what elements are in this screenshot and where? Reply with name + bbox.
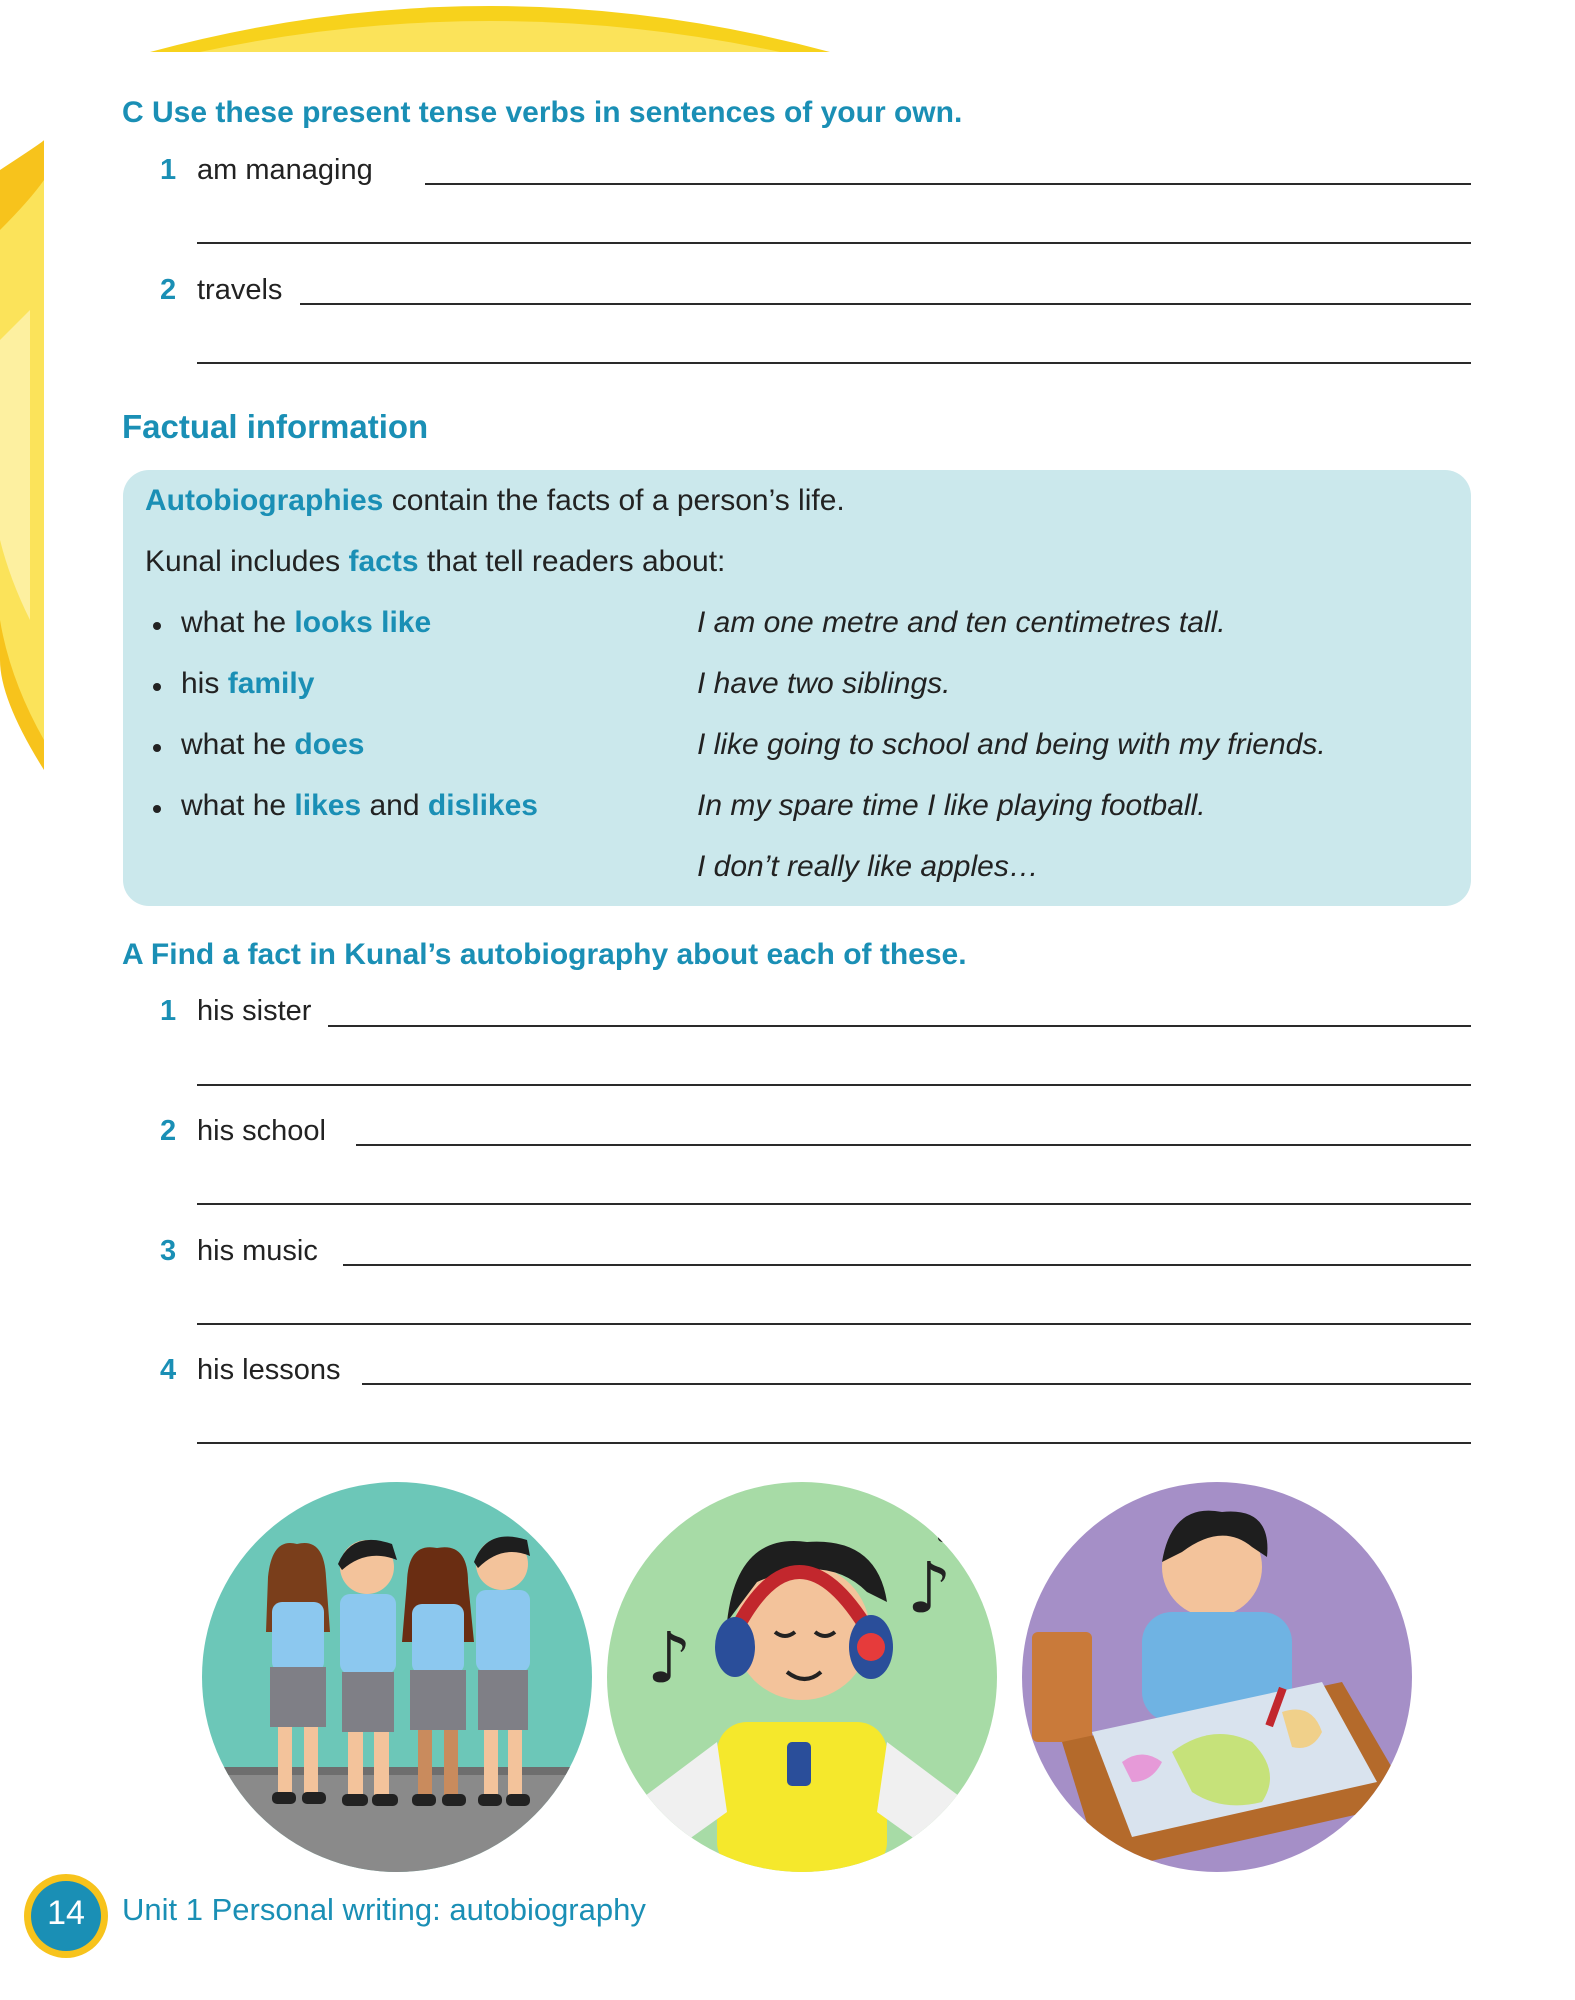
question-number: 1: [160, 995, 177, 1027]
section-c-text: Use these present tense verbs in sentences of your own.: [152, 96, 963, 129]
bullet-example: I like going to school and being with my friends.: [697, 728, 1326, 761]
answer-line[interactable]: [425, 183, 1471, 185]
question-number: 2: [160, 274, 177, 306]
bullet-item: [181, 606, 431, 640]
question-label: his music: [197, 1235, 318, 1267]
term-autobiographies: Autobiographies: [145, 484, 384, 517]
question-number: 4: [160, 1354, 177, 1386]
bullet-term: does: [294, 728, 365, 761]
bullet-term: likes: [294, 789, 362, 822]
term-facts: facts: [348, 545, 419, 578]
section-c-instruction: [122, 96, 962, 130]
question-label: his school: [197, 1115, 326, 1147]
svg-text:♪: ♪: [647, 1617, 692, 1699]
illustration-music: [607, 1482, 997, 1872]
question-number: 1: [160, 154, 177, 186]
bullet-pre: what he: [181, 606, 287, 639]
question-label: travels: [197, 274, 283, 306]
question-number: 3: [160, 1235, 177, 1267]
question-label: am managing: [197, 154, 373, 186]
sun-decoration-left: [0, 140, 46, 770]
answer-line[interactable]: [356, 1144, 1471, 1146]
bullet-item: [181, 667, 314, 701]
line2-b: that tell readers about:: [426, 545, 726, 578]
answer-line[interactable]: [343, 1264, 1471, 1266]
svg-text:♫: ♫: [927, 1487, 981, 1557]
bullet-example: I am one metre and ten centimetres tall.: [697, 606, 1226, 639]
bullet-term: looks like: [294, 606, 432, 639]
answer-line[interactable]: [197, 362, 1471, 364]
illustration-friends: [202, 1482, 592, 1872]
answer-line[interactable]: [362, 1383, 1471, 1385]
sun-decoration-top: [140, 0, 840, 52]
bullet-dot: [153, 744, 161, 752]
answer-line[interactable]: [197, 1084, 1471, 1086]
section-a-letter: A: [122, 938, 143, 971]
svg-text:♪: ♪: [907, 1547, 952, 1629]
extra-example: I don’t really like apples…: [697, 850, 1039, 883]
bullet-pre: what he: [181, 728, 287, 761]
answer-line[interactable]: [197, 1323, 1471, 1325]
section-a-text: Find a fact in Kunal’s autobiography about each of these.: [150, 938, 967, 971]
bullet-dot: [153, 805, 161, 813]
factual-heading: Factual information: [122, 408, 429, 445]
answer-line[interactable]: [197, 1203, 1471, 1205]
intro-rest: contain the facts of a person’s life.: [391, 484, 845, 517]
bullet-example: In my spare time I like playing football.: [697, 789, 1206, 822]
bullet-term2: dislikes: [427, 789, 538, 822]
answer-line[interactable]: [197, 1442, 1471, 1444]
bullet-item: [181, 789, 538, 823]
answer-line[interactable]: [328, 1025, 1471, 1027]
page-number-badge: [24, 1874, 108, 1958]
bullet-mid: and: [369, 789, 420, 822]
info-line2: [145, 545, 725, 579]
bullet-dot: [153, 622, 161, 630]
question-label: his lessons: [197, 1354, 341, 1386]
question-number: 2: [160, 1115, 177, 1147]
bullet-example: I have two siblings.: [697, 667, 951, 700]
question-label: his sister: [197, 995, 312, 1027]
bullet-pre: his: [181, 667, 220, 700]
bullet-pre: what he: [181, 789, 287, 822]
info-intro: [145, 484, 845, 518]
bullet-term: family: [227, 667, 315, 700]
page-number: 14: [47, 1894, 85, 1932]
illustration-map-lesson: [1022, 1482, 1412, 1872]
bullet-item: [181, 728, 364, 762]
section-a-instruction: [122, 938, 967, 972]
answer-line[interactable]: [300, 303, 1471, 305]
bullet-dot: [153, 683, 161, 691]
answer-line[interactable]: [197, 242, 1471, 244]
line2-a: Kunal includes: [145, 545, 341, 578]
footer-title: Unit 1 Personal writing: autobiography: [122, 1892, 646, 1927]
section-c-letter: C: [122, 96, 144, 129]
